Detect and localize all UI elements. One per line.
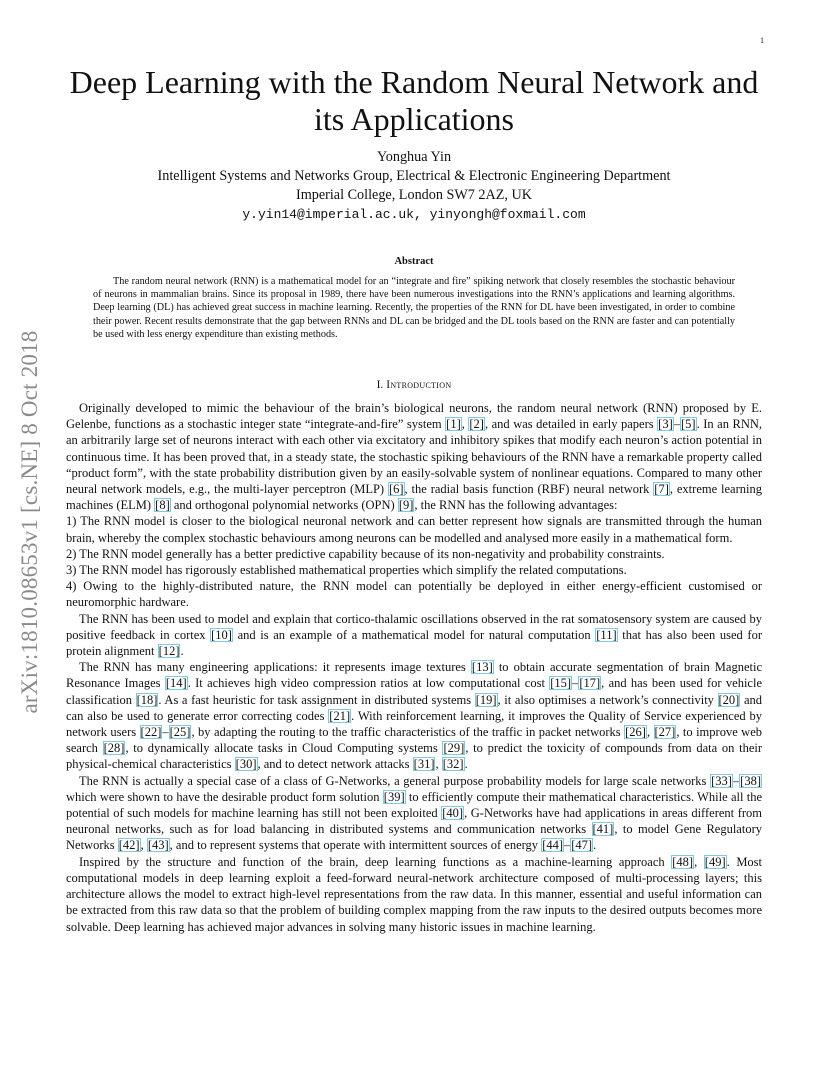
citation-link[interactable]: [31] [413, 757, 435, 772]
abstract-text: The random neural network (RNN) is a mathematical model for an “integrate and fire” spiking network that closely resembles the stochastic behaviour of neurons in mammalian brains. Since its proposal in 1989, there have been numerous investigations into the RNN’s applications and learning algorithms. Deep learning (DL) has achieved great success in machine learning. Recently, the properties of the RNN for DL have been investigated, in order to combine their power. Recent results demonstrate that the gap between RNNs and DL can be bridged and the DL tools based on the RNN are faster and can potentially be used with less energy expenditure than existing methods. [93, 276, 735, 340]
citation-link[interactable]: [10] [211, 627, 232, 642]
author-address: Imperial College, London SW7 2AZ, UK [295, 187, 533, 203]
section-number: I. [376, 379, 384, 391]
citation-link[interactable]: [21] [329, 708, 351, 723]
citation-link[interactable]: [32] [442, 757, 464, 772]
citation-link[interactable]: [3] [658, 417, 673, 432]
paragraph: The RNN has been used to model and explain that cortico-thalamic oscillations observed in the rat somatosensory system are caused by positive feedback in cortex [10] and is an example of a mathematical model for natural computation [11] that has also been used for protein alignment [12]. [66, 611, 762, 659]
citation-link[interactable]: [11] [596, 627, 617, 642]
citation-link[interactable]: [7] [654, 482, 669, 497]
citation-link[interactable]: [43] [147, 838, 169, 853]
paragraph: 1) The RNN model is closer to the biological neuronal network and can better represent how signals are transmitted through the human brain, whereby the complex stochastic behaviours among neurons can be modelled and analysed more easily in a mathematical form. [66, 514, 762, 545]
citation-link[interactable]: [17] [579, 676, 601, 691]
author-emails: y.yin14@imperial.ac.uk, yinyongh@foxmail.com [242, 207, 586, 222]
section-heading [60, 379, 768, 391]
section-title: Introduction [386, 379, 452, 391]
author-block [60, 148, 768, 224]
citation-link[interactable]: [44] [542, 838, 564, 853]
body-text [66, 400, 762, 935]
author-name: Yonghua Yin [376, 149, 452, 165]
paragraph: Originally developed to mimic the behaviour of the brain’s biological neurons, the random neural network (RNN) proposed by E. Gelenbe, functions as a stochastic integer state “integrate-and-fire” system [1], [2], and was detailed in early papers [3]–[5]. In an RNN, an arbitrarily large set of neurons interact with each other via excitatory and inhibitory spikes that modify each neuron’s action potential in continuous time. It has been proved that, in a steady state, the stochastic spiking behaviours of the RNN have a remarkable property called “product form”, with the state probability distribution given by an easily-solvable system of nonlinear equations. Compared to many other neural network models, e.g., the multi-layer perceptron (MLP) [6], the radial basis function (RBF) neural network [7], extreme learning machines (ELM) [8] and orthogonal polynomial networks (OPN) [9], the RNN has the following advantages: [66, 401, 762, 513]
citation-link[interactable]: [30] [235, 757, 257, 772]
citation-link[interactable]: [33] [711, 773, 732, 788]
page-number: 1 [760, 36, 764, 45]
citation-link[interactable]: [38] [740, 773, 761, 788]
citation-link[interactable]: [18] [136, 692, 158, 707]
paragraph: The RNN has many engineering applications: it represents image textures [13] to obtain accurate segmentation of brain Magnetic Resonance Images [14]. It achieves high video compression ratios at low computational cost [15]–[17], and has been used for vehicle classification [18]. As a fast heuristic for task assignment in distributed systems [19], it also optimises a network’s connectivity [20] and can also be used to generate error correcting codes [21]. With reinforcement learning, it improves the Quality of Service experienced by network users [22]–[25], by adapting the routing to the traffic characteristics of the traffic in packet networks [26], [27], to improve web search [28], to dynamically allocate tasks in Cloud Computing systems [29], to predict the toxicity of compounds from data on their physical-chemical characteristics [30], and to detect network attacks [31], [32]. [66, 660, 763, 772]
citation-link[interactable]: [13] [471, 660, 493, 675]
paragraph: 3) The RNN model has rigorously established mathematical properties which simplify the related computations. [66, 563, 627, 578]
citation-link[interactable]: [42] [118, 838, 140, 853]
arxiv-sidebar-stamp [12, 294, 48, 750]
citation-link[interactable]: [2] [469, 417, 484, 432]
citation-link[interactable]: [5] [680, 417, 696, 432]
citation-link[interactable]: [26] [625, 725, 646, 740]
citation-link[interactable]: [22] [140, 725, 162, 740]
citation-link[interactable]: [6] [388, 482, 404, 497]
author-affiliation: Intelligent Systems and Networks Group, Electrical & Electronic Engineering Department [157, 168, 671, 184]
citation-link[interactable]: [8] [155, 498, 170, 513]
citation-link[interactable]: [25] [169, 725, 191, 740]
citation-link[interactable]: [39] [383, 789, 405, 804]
paragraph: The RNN is actually a special case of a class of G-Networks, a general purpose probability models for large scale networks [33]–[38] which were shown to have the desirable product form solution [39] to efficiently compute their mathematical characteristics. While all the potential of such models for machine learning has still not been exploited [40], G-Networks have had applications in areas different from neuronal networks, such as for load balancing in distributed systems and communication networks [41], to model Gene Regulatory Networks [42], [43], and to represent systems that operate with intermittent sources of energy [44]–[47]. [66, 773, 763, 853]
citation-link[interactable]: [41] [592, 822, 614, 837]
citation-link[interactable]: [47] [571, 838, 593, 853]
citation-link[interactable]: [15] [550, 676, 572, 691]
citation-link[interactable]: [48] [672, 854, 694, 869]
paragraph: Inspired by the structure and function of the brain, deep learning functions as a machine-learning approach [48], [49]. Most computational models in deep learning exploit a feed-forward neural-network architecture composed of multi-processing layers; this architecture allows the model to extract high-level representations from the raw data. In this manner, essential and useful information can be extracted from this raw data so that the problem of building complex mapping from the raw inputs to the desired outputs becomes more solvable. Deep learning has achieved major advances in solving many historic issues in machine learning. [66, 854, 763, 934]
abstract-heading: Abstract [394, 256, 434, 267]
citation-link[interactable]: [27] [654, 725, 676, 740]
citation-link[interactable]: [9] [398, 498, 414, 513]
citation-link[interactable]: [49] [704, 854, 726, 869]
citation-link[interactable]: [14] [165, 676, 187, 691]
paper-title: Deep Learning with the Random Neural Network and its Applications [69, 64, 759, 137]
citation-link[interactable]: [1] [446, 417, 461, 432]
citation-link[interactable]: [29] [443, 741, 465, 756]
citation-link[interactable]: [28] [103, 741, 125, 756]
citation-link[interactable]: [12] [158, 644, 180, 659]
citation-link[interactable]: [19] [475, 692, 497, 707]
citation-link[interactable]: [20] [718, 692, 740, 707]
paragraph: 4) Owing to the highly-distributed nature, the RNN model can potentially be deployed in either energy-efficient customised or neuromorphic hardware. [66, 579, 762, 610]
arxiv-identifier: arXiv:1810.08653v1 [cs.NE] 8 Oct 2018 [17, 330, 42, 714]
paragraph: 2) The RNN model generally has a better predictive capability because of its non-negativity and probability constraints. [66, 546, 665, 561]
citation-link[interactable]: [40] [442, 806, 464, 821]
